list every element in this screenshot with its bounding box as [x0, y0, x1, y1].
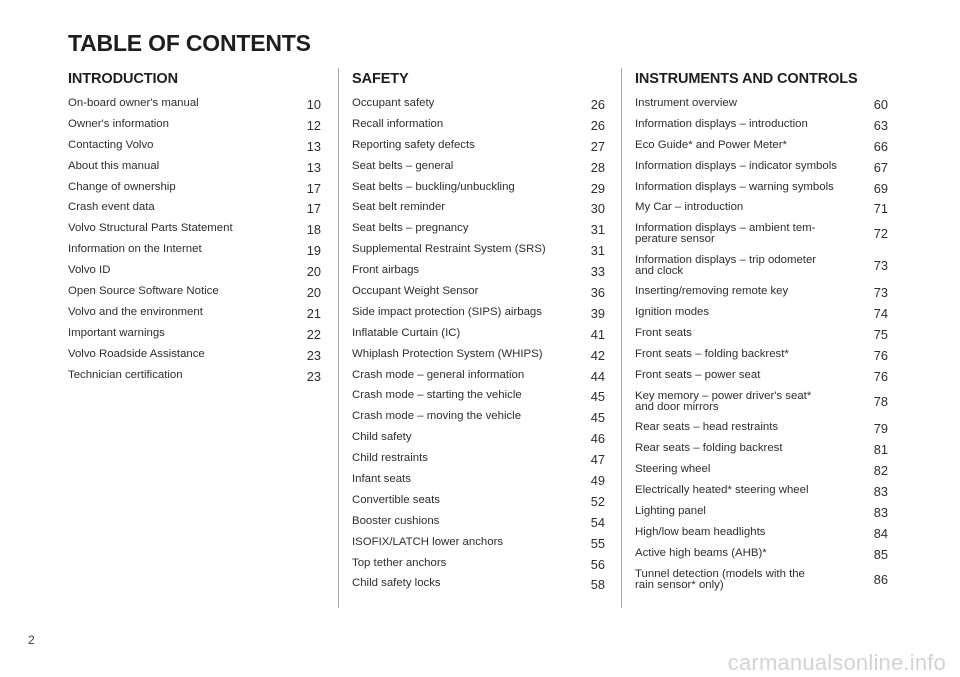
- toc-entry-page-number: 60: [873, 97, 888, 112]
- toc-entry-page-number: 55: [590, 535, 605, 551]
- toc-entry-label: Front seats – folding backrest*: [635, 348, 789, 361]
- toc-entry-page-number: 58: [590, 577, 605, 593]
- toc-entry-label: Child safety: [352, 431, 412, 444]
- toc-entry-label: Convertible seats: [352, 493, 441, 506]
- page-number: 2: [28, 633, 35, 647]
- toc-entry[interactable]: [352, 182, 605, 203]
- toc-entry[interactable]: [352, 432, 605, 453]
- toc-entry-page-number: 33: [590, 264, 605, 280]
- toc-entry[interactable]: [68, 370, 321, 391]
- toc-entry-label: Child safety locks: [352, 577, 441, 590]
- toc-entry[interactable]: [68, 328, 321, 349]
- toc-entry[interactable]: [635, 464, 888, 485]
- toc-entry[interactable]: [352, 202, 605, 223]
- toc-entry-page-number: 20: [306, 264, 321, 280]
- toc-entry-list: [68, 98, 321, 390]
- toc-entry[interactable]: [635, 202, 888, 223]
- toc-entry[interactable]: [635, 255, 888, 287]
- toc-entry-label: Crash mode – general information: [352, 368, 525, 381]
- toc-entry-label: Side impact protection (SIPS) airbags: [352, 305, 542, 318]
- toc-entry-label: Whiplash Protection System (WHIPS): [352, 347, 543, 360]
- toc-entry[interactable]: [352, 558, 605, 579]
- toc-entry-page-number: 74: [873, 306, 888, 322]
- toc-entry[interactable]: [68, 161, 321, 182]
- toc-entry-page-number: 12: [306, 117, 321, 133]
- toc-entry-list: [352, 98, 605, 599]
- toc-entry-page-number: 10: [306, 97, 321, 112]
- toc-entry-page-number: 27: [590, 138, 605, 154]
- toc-entry[interactable]: [635, 140, 888, 161]
- toc-entry[interactable]: [352, 223, 605, 244]
- section-heading: INSTRUMENTS AND CONTROLS: [635, 71, 858, 87]
- toc-entry-label: On-board owner's manual: [68, 97, 199, 109]
- toc-entry-label: Reporting safety defects: [352, 138, 475, 151]
- toc-entry-label: Owner's information: [68, 117, 169, 130]
- toc-entry[interactable]: [352, 244, 605, 265]
- toc-entry-label: Volvo Roadside Assistance: [68, 347, 205, 360]
- toc-entry-page-number: 17: [306, 201, 321, 217]
- toc-entry-page-number: 13: [306, 159, 321, 175]
- toc-entry-page-number: 45: [590, 389, 605, 405]
- toc-entry-label: Technician certification: [68, 368, 183, 381]
- toc-entry-label: Infant seats: [352, 473, 411, 486]
- toc-entry[interactable]: [635, 286, 888, 307]
- toc-entry-label: Front airbags: [352, 264, 420, 277]
- toc-entry[interactable]: [68, 265, 321, 286]
- toc-entry-page-number: 46: [590, 431, 605, 447]
- toc-entry-page-number: 81: [873, 442, 888, 458]
- toc-entry-label: Volvo and the environment: [68, 305, 203, 318]
- toc-entry-page-number: 71: [873, 201, 888, 217]
- toc-entry-page-number: 21: [306, 305, 321, 321]
- toc-entry-label: Information on the Internet: [68, 243, 202, 256]
- toc-entry-label: Information displays – indicator symbols: [635, 159, 837, 172]
- toc-entry-page-number: 76: [873, 368, 888, 384]
- page-title: TABLE OF CONTENTS: [68, 30, 311, 56]
- toc-entry[interactable]: [68, 98, 321, 119]
- toc-entry-label: ISOFIX/LATCH lower anchors: [352, 535, 504, 548]
- toc-entry[interactable]: [68, 244, 321, 265]
- toc-entry-page-number: 66: [873, 138, 888, 154]
- toc-entry[interactable]: [635, 527, 888, 548]
- toc-entry-label: Information displays – trip odometer and clock: [635, 253, 817, 277]
- toc-entry-label: Seat belts – general: [352, 159, 454, 172]
- toc-entry-label: Top tether anchors: [352, 556, 447, 569]
- toc-entry[interactable]: [352, 328, 605, 349]
- toc-entry-page-number: 26: [590, 97, 605, 112]
- toc-entry-page-number: 56: [590, 556, 605, 572]
- toc-entry[interactable]: [352, 537, 605, 558]
- toc-entry-page-number: 41: [590, 326, 605, 342]
- toc-entry-label: Change of ownership: [68, 180, 176, 193]
- toc-entry[interactable]: [352, 119, 605, 140]
- toc-column-introduction: [68, 68, 321, 390]
- toc-entry-page-number: 78: [873, 393, 888, 409]
- toc-entry-page-number: 23: [306, 368, 321, 384]
- toc-entry-label: Crash mode – starting the vehicle: [352, 389, 522, 402]
- toc-entry-page-number: 47: [590, 452, 605, 468]
- toc-entry-label: Booster cushions: [352, 514, 440, 527]
- toc-entry-page-number: 82: [873, 463, 888, 479]
- toc-entry[interactable]: [635, 370, 888, 391]
- toc-entry-label: Inflatable Curtain (IC): [352, 326, 461, 339]
- toc-entry[interactable]: [68, 119, 321, 140]
- toc-entry[interactable]: [352, 140, 605, 161]
- toc-entry-page-number: 63: [873, 117, 888, 133]
- toc-entry-page-number: 18: [306, 222, 321, 238]
- toc-entry-label: Instrument overview: [635, 97, 737, 109]
- toc-entry[interactable]: [68, 140, 321, 161]
- toc-entry-label: Information displays – introduction: [635, 117, 808, 130]
- toc-entry-label: Seat belt reminder: [352, 201, 446, 214]
- toc-entry[interactable]: [635, 98, 888, 119]
- toc-entry-label: My Car – introduction: [635, 201, 744, 214]
- toc-entry-page-number: 13: [306, 138, 321, 154]
- toc-entry-label: Seat belts – buckling/unbuckling: [352, 180, 515, 193]
- toc-entry[interactable]: [352, 349, 605, 370]
- toc-entry[interactable]: [68, 202, 321, 223]
- toc-entry[interactable]: [352, 516, 605, 537]
- toc-entry-page-number: 29: [590, 180, 605, 196]
- toc-entry[interactable]: [352, 98, 605, 119]
- section-heading: INTRODUCTION: [68, 71, 178, 87]
- toc-entry-page-number: 31: [590, 222, 605, 238]
- toc-entry-label: About this manual: [68, 159, 160, 172]
- toc-entry-page-number: 76: [873, 348, 888, 364]
- toc-entry[interactable]: [352, 411, 605, 432]
- toc-entry[interactable]: [635, 391, 888, 423]
- toc-entry-page-number: 83: [873, 504, 888, 520]
- toc-entry[interactable]: [68, 223, 321, 244]
- toc-entry-page-number: 42: [590, 347, 605, 363]
- watermark: carmanualsonline.info: [727, 650, 946, 675]
- toc-entry-label: Ignition modes: [635, 306, 710, 319]
- toc-entry-label: Open Source Software Notice: [68, 285, 219, 298]
- toc-column-safety: [352, 68, 605, 599]
- toc-entry[interactable]: [352, 370, 605, 391]
- toc-entry-label: Steering wheel: [635, 463, 711, 476]
- toc-entry-page-number: 44: [590, 368, 605, 384]
- toc-entry[interactable]: [352, 161, 605, 182]
- toc-entry-page-number: 26: [590, 117, 605, 133]
- toc-entry-page-number: 49: [590, 473, 605, 489]
- toc-entry-page-number: 19: [306, 243, 321, 259]
- toc-entry-page-number: 72: [873, 226, 888, 242]
- toc-entry-page-number: 67: [873, 159, 888, 175]
- toc-entry[interactable]: [635, 443, 888, 464]
- toc-entry[interactable]: [352, 474, 605, 495]
- toc-entry[interactable]: [635, 307, 888, 328]
- toc-entry-page-number: 30: [590, 201, 605, 217]
- toc-entry-label: Inserting/removing remote key: [635, 285, 789, 298]
- toc-entry-page-number: 73: [873, 285, 888, 301]
- column-divider: [621, 68, 622, 608]
- toc-entry-page-number: 69: [873, 180, 888, 196]
- toc-entry-label: Key memory – power driver's seat* and door mirrors: [635, 389, 812, 413]
- toc-entry[interactable]: [352, 390, 605, 411]
- toc-entry[interactable]: [352, 453, 605, 474]
- toc-entry-page-number: 39: [590, 305, 605, 321]
- toc-entry-label: Volvo Structural Parts Statement: [68, 222, 233, 235]
- toc-entry[interactable]: [352, 578, 605, 599]
- toc-entry-label: Rear seats – head restraints: [635, 421, 779, 434]
- toc-entry-page-number: 83: [873, 483, 888, 499]
- column-divider: [338, 68, 339, 608]
- toc-entry-page-number: 73: [873, 257, 888, 273]
- toc-entry[interactable]: [68, 349, 321, 370]
- toc-entry[interactable]: [635, 182, 888, 203]
- toc-entry-page-number: 75: [873, 327, 888, 343]
- toc-entry[interactable]: [635, 485, 888, 506]
- toc-entry-label: Front seats: [635, 327, 692, 340]
- toc-entry-label: High/low beam headlights: [635, 525, 766, 538]
- toc-entry-page-number: 17: [306, 180, 321, 196]
- toc-entry[interactable]: [68, 307, 321, 328]
- toc-entry-label: Seat belts – pregnancy: [352, 222, 469, 235]
- toc-entry[interactable]: [635, 328, 888, 349]
- toc-entry-label: Occupant Weight Sensor: [352, 285, 479, 298]
- toc-entry[interactable]: [635, 223, 888, 255]
- toc-entry-page-number: 79: [873, 421, 888, 437]
- toc-entry[interactable]: [635, 349, 888, 370]
- toc-entry[interactable]: [352, 307, 605, 328]
- toc-entry-page-number: 28: [590, 159, 605, 175]
- toc-entry-label: Rear seats – folding backrest: [635, 442, 783, 455]
- toc-entry-list: [635, 98, 888, 600]
- toc-entry-label: Child restraints: [352, 452, 428, 465]
- toc-entry[interactable]: [68, 182, 321, 203]
- toc-entry-label: Volvo ID: [68, 264, 111, 277]
- toc-entry-page-number: 36: [590, 285, 605, 301]
- toc-entry-label: Recall information: [352, 117, 444, 130]
- toc-entry-page-number: 45: [590, 410, 605, 426]
- toc-entry-page-number: 52: [590, 493, 605, 509]
- toc-entry-label: Supplemental Restraint System (SRS): [352, 243, 546, 256]
- toc-entry-page-number: 85: [873, 546, 888, 562]
- toc-entry-label: Tunnel detection (models with the rain sensor* only): [635, 567, 805, 591]
- toc-entry-label: Active high beams (AHB)*: [635, 546, 767, 559]
- toc-entry-label: Electrically heated* steering wheel: [635, 483, 809, 496]
- toc-entry[interactable]: [635, 161, 888, 182]
- toc-entry-label: Crash mode – moving the vehicle: [352, 410, 522, 423]
- toc-entry-page-number: 31: [590, 243, 605, 259]
- toc-entry[interactable]: [635, 422, 888, 443]
- toc-entry[interactable]: [635, 119, 888, 140]
- toc-entry-label: Eco Guide* and Power Meter*: [635, 138, 787, 151]
- toc-entry[interactable]: [352, 495, 605, 516]
- section-heading: SAFETY: [352, 71, 409, 87]
- toc-entry-label: Occupant safety: [352, 97, 435, 109]
- toc-entry-page-number: 22: [306, 326, 321, 342]
- toc-entry[interactable]: [68, 286, 321, 307]
- toc-column-instruments-and-controls: [635, 68, 888, 600]
- toc-entry[interactable]: [352, 265, 605, 286]
- toc-entry-label: Crash event data: [68, 201, 155, 214]
- toc-entry-label: Front seats – power seat: [635, 368, 761, 381]
- toc-entry-page-number: 54: [590, 514, 605, 530]
- toc-entry[interactable]: [352, 286, 605, 307]
- toc-entry[interactable]: [635, 569, 888, 601]
- toc-entry-page-number: 23: [306, 347, 321, 363]
- toc-entry-label: Lighting panel: [635, 504, 706, 517]
- toc-entry[interactable]: [635, 506, 888, 527]
- toc-entry[interactable]: [635, 548, 888, 569]
- toc-entry-page-number: 20: [306, 285, 321, 301]
- toc-entry-page-number: 84: [873, 525, 888, 541]
- toc-entry-label: Information displays – ambient tem- perature sensor: [635, 222, 816, 246]
- toc-entry-label: Contacting Volvo: [68, 138, 154, 151]
- toc-entry-label: Information displays – warning symbols: [635, 180, 834, 193]
- toc-entry-label: Important warnings: [68, 326, 165, 339]
- toc-entry-page-number: 86: [873, 571, 888, 587]
